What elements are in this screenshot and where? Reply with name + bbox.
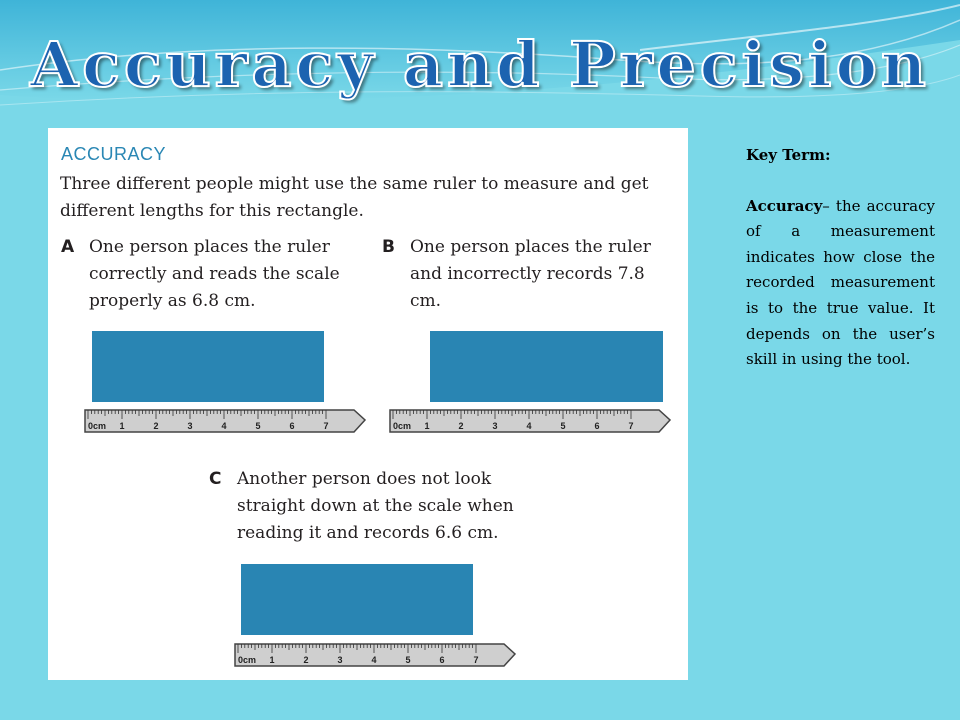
ruler-number: 6 [439,655,445,665]
figure-panel [48,128,688,680]
rectangle-a [92,331,324,402]
ruler-number: 6 [594,421,600,431]
ruler-number: 4 [221,421,227,431]
case-text: Another person does not look straight down at the scale when reading it and records 6.6 cm. [237,469,514,543]
ruler-unit-label: 0cm [88,421,107,431]
ruler-c [234,642,516,668]
ruler-number: 7 [323,421,329,431]
key-term-label: Key Term: [746,146,831,164]
ruler-number: 1 [269,655,275,665]
ruler-number: 2 [153,421,159,431]
key-term-definition [746,194,935,373]
key-term-text: – the accuracy of a measurement indicates how close the recorded measurement is to the true value. It depends on the user’s skill in using the tool. [746,196,935,369]
ruler-number: 3 [492,421,498,431]
ruler-unit-label: 0cm [238,655,257,665]
ruler-number: 4 [371,655,377,665]
ruler-number: 3 [337,655,343,665]
ruler-number: 3 [187,421,193,431]
figure-intro: Three different people might use the same ruler to measure and get different lengths for this rectangle. [60,174,649,221]
slide-title: Accuracy and Precision [30,28,930,101]
ruler-number: 1 [119,421,125,431]
rectangle-c [241,564,473,635]
key-term-box [746,143,935,373]
ruler-number: 7 [628,421,634,431]
ruler-number: 2 [303,655,309,665]
ruler-number: 7 [473,655,479,665]
ruler-number: 5 [255,421,261,431]
case-letter: B [382,237,395,257]
case-letter: A [61,237,75,257]
key-term-word: Accuracy [746,196,823,215]
ruler-unit-label: 0cm [393,421,412,431]
ruler-a [84,408,366,434]
rectangle-b [430,331,663,402]
ruler-number: 5 [405,655,411,665]
ruler-number: 6 [289,421,295,431]
ruler-number: 1 [424,421,430,431]
ruler-number: 2 [458,421,464,431]
ruler-b [389,408,671,434]
case-letter: C [209,469,222,489]
case-text: One person places the ruler correctly and reads the scale properly as 6.8 cm. [89,237,340,311]
ruler-number: 4 [526,421,532,431]
ruler-number: 5 [560,421,566,431]
case-text: One person places the ruler and incorrectly records 7.8 cm. [410,237,651,311]
figure-heading: ACCURACY [61,144,167,164]
